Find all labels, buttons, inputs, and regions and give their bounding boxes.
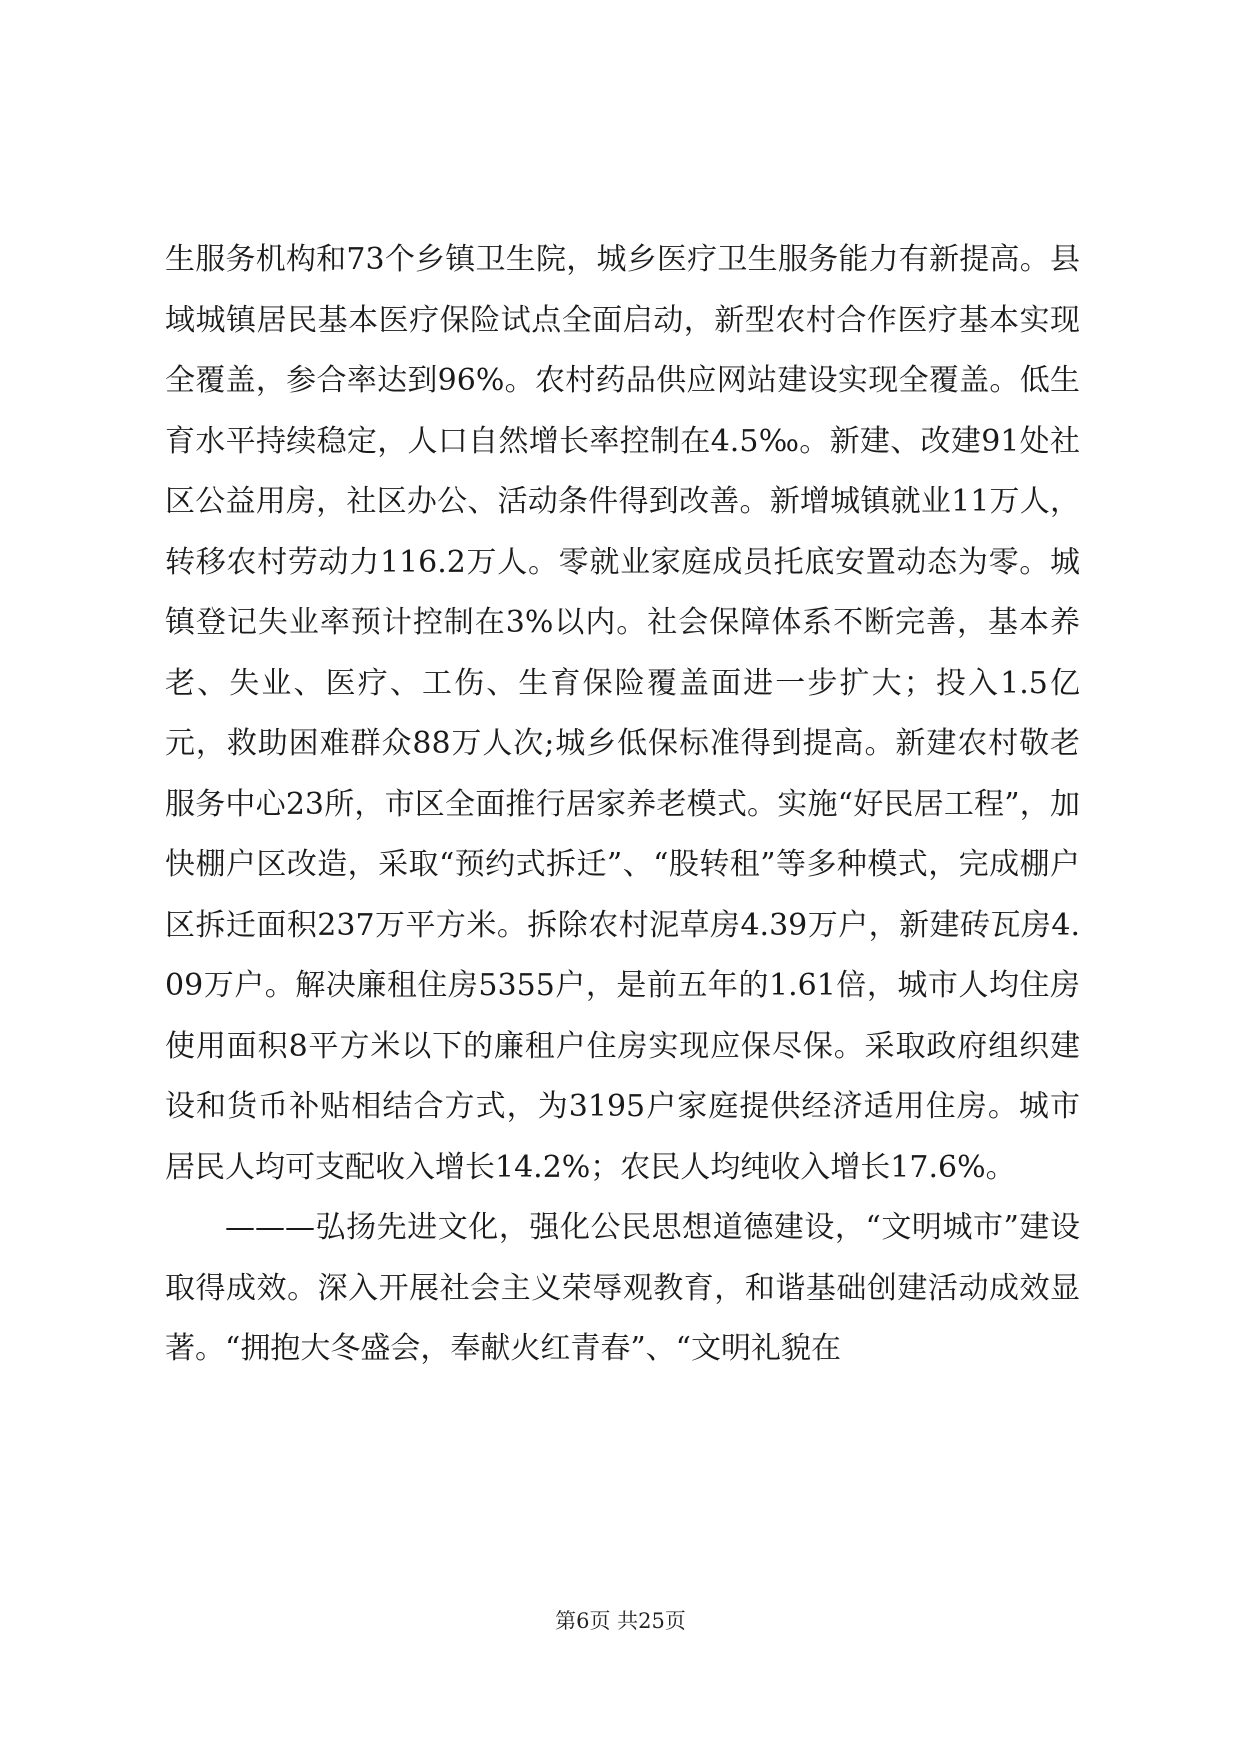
paragraph-culture: ———弘扬先进文化，强化公民思想道德建设，“文明城市”建设取得成效。深入开展社会主义荣辱观教育，和谐基础创建活动成效显著。“拥抱大冬盛会，奉献火红青春”、“文明礼貌在 <box>165 1210 1080 1366</box>
page-number-footer: 第6页 共25页 <box>555 1609 686 1633</box>
document-body <box>165 230 1080 1380</box>
paragraph-healthcare-housing: 生服务机构和73个乡镇卫生院，城乡医疗卫生服务能力有新提高。县域城镇居民基本医疗保险试点全面启动，新型农村合作医疗基本实现全覆盖，参合率达到96%。农村药品供应网站建设实现全覆盖。低生育水平持续稳定，人口自然增长率控制在4.5‰。新建、改建91处社区公益用房，社区办公、活动条件得到改善。新增城镇就业11万人，转移农村劳动力116.2万人。零就业家庭成员托底安置动态为零。城镇登记失业率预计控制在3%以内。社会保障体系不断完善，基本养老、失业、医疗、工伤、生育保险覆盖面进一步扩大；投入1.5亿元，救助困难群众88万人次;城乡低保标准得到提高。新建农村敬老服务中心23所，市区全面推行居家养老模式。实施“好民居工程”，加快棚户区改造，采取“预约式拆迁”、“股转租”等多种模式，完成棚户区拆迁面积237万平方米。拆除农村泥草房4.39万户，新建砖瓦房4.09万户。解决廉租住房5355户，是前五年的1.61倍，城市人均住房使用面积8平方米以下的廉租户住房实现应保尽保。采取政府组织建设和货币补贴相结合方式，为3195户家庭提供经济适用住房。城市居民人均可支配收入增长14.2%；农民人均纯收入增长17.6%。 <box>165 242 1080 1185</box>
